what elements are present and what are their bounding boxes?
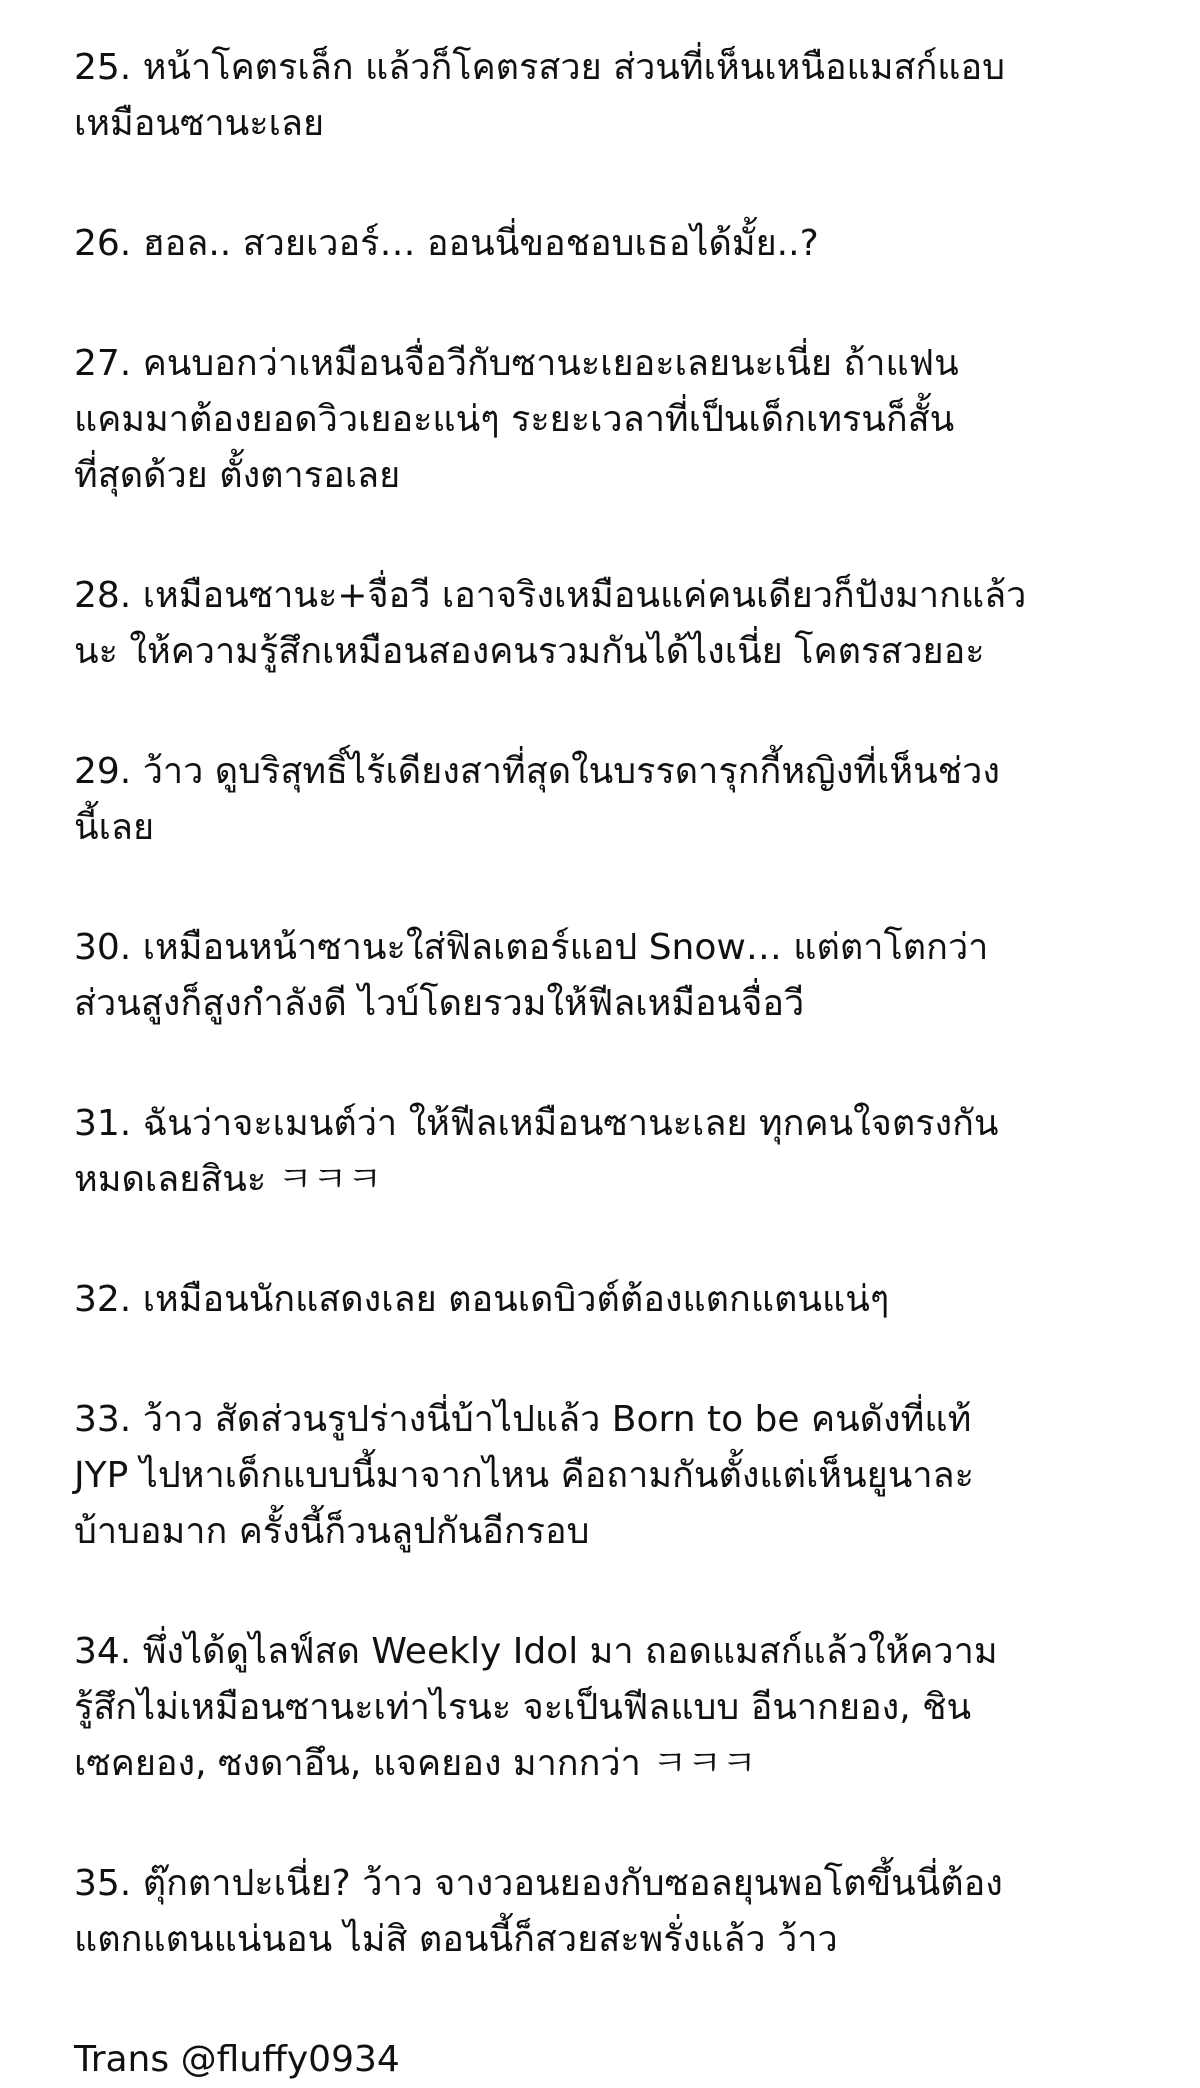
comment-line: นะ ให้ความรู้สึกเหมือนสองคนรวมกันได้ไงเนี่ย โคตรสวยอะ [74,631,985,672]
comment-line: 25. หน้าโคตรเล็ก แล้วก็โคตรสวย ส่วนที่เห็นเหนือแมสก์แอบ [74,47,1005,88]
comment-line: 33. ว้าว สัดส่วนรูปร่างนี่บ้าไปแล้ว Born to be คนดังที่แท้ [74,1399,972,1440]
comment-line: 27. คนบอกว่าเหมือนจื่อวีกับซานะเยอะเลยนะเนี่ย ถ้าแฟน [74,343,959,384]
comment-27 [74,336,1154,504]
translator-credit: Trans @fluffy0934 [74,2039,400,2080]
comment-29 [74,744,1154,856]
comment-32 [74,1272,1154,1328]
comment-line: รู้สึกไม่เหมือนซานะเท่าไรนะ จะเป็นฟีลแบบ อีนากยอง, ชิน [74,1687,972,1728]
comment-33 [74,1392,1154,1560]
comment-line: 35. ตุ๊กตาปะเนี่ย? ว้าว จางวอนยองกับซอลยุนพอโตขึ้นนี่ต้อง [74,1863,1003,1904]
comment-35 [74,1856,1154,1968]
comment-line: JYP ไปหาเด็กแบบนี้มาจากไหน คือถามกันตั้งแต่เห็นยูนาละ [74,1455,974,1496]
comment-line: 32. เหมือนนักแสดงเลย ตอนเดบิวต์ต้องแตกแตนแน่ๆ [74,1279,890,1320]
comment-line: 29. ว้าว ดูบริสุทธิ์ไร้เดียงสาที่สุดในบรรดารุกกี้หญิงที่เห็นช่วง [74,751,1000,792]
comment-26 [74,216,1154,272]
comment-line: นี้เลย [74,807,155,848]
comment-line: เหมือนซานะเลย [74,103,325,144]
comment-line: 34. พึ่งได้ดูไลฟ์สด Weekly Idol มา ถอดแมสก์แล้วให้ความ [74,1631,998,1672]
comment-28 [74,568,1154,680]
comment-line: 26. ฮอล.. สวยเวอร์… ออนนี่ขอชอบเธอได้มั้ย..? [74,223,819,264]
comment-line: 30. เหมือนหน้าซานะใส่ฟิลเตอร์แอป Snow… แต่ตาโตกว่า [74,927,989,968]
comment-30 [74,920,1154,1032]
comment-line: บ้าบอมาก ครั้งนี้ก็วนลูปกันอีกรอบ [74,1511,590,1552]
comment-line: หมดเลยสินะ ㅋㅋㅋ [74,1159,382,1200]
translation-document [74,40,1154,2088]
comment-line: แคมมาต้องยอดวิวเยอะแน่ๆ ระยะเวลาที่เป็นเด็กเทรนก็สั้น [74,399,955,440]
comment-31 [74,1096,1154,1208]
comment-line: 28. เหมือนซานะ+จื่อวี เอาจริงเหมือนแค่คนเดียวก็ปังมากแล้ว [74,575,1027,616]
comment-34 [74,1624,1154,1792]
comment-line: ที่สุดด้วย ตั้งตารอเลย [74,455,401,496]
comment-line: ส่วนสูงก็สูงกำลังดี ไวบ์โดยรวมให้ฟีลเหมือนจื่อวี [74,983,805,1024]
comment-line: เซคยอง, ซงดาอึน, แจคยอง มากกว่า ㅋㅋㅋ [74,1743,757,1784]
comment-line: 31. ฉันว่าจะเมนต์ว่า ให้ฟีลเหมือนซานะเลย ทุกคนใจตรงกัน [74,1103,999,1144]
comment-25 [74,40,1154,152]
comment-line: แตกแตนแน่นอน ไม่สิ ตอนนี้ก็สวยสะพรั่งแล้ว ว้าว [74,1919,838,1960]
